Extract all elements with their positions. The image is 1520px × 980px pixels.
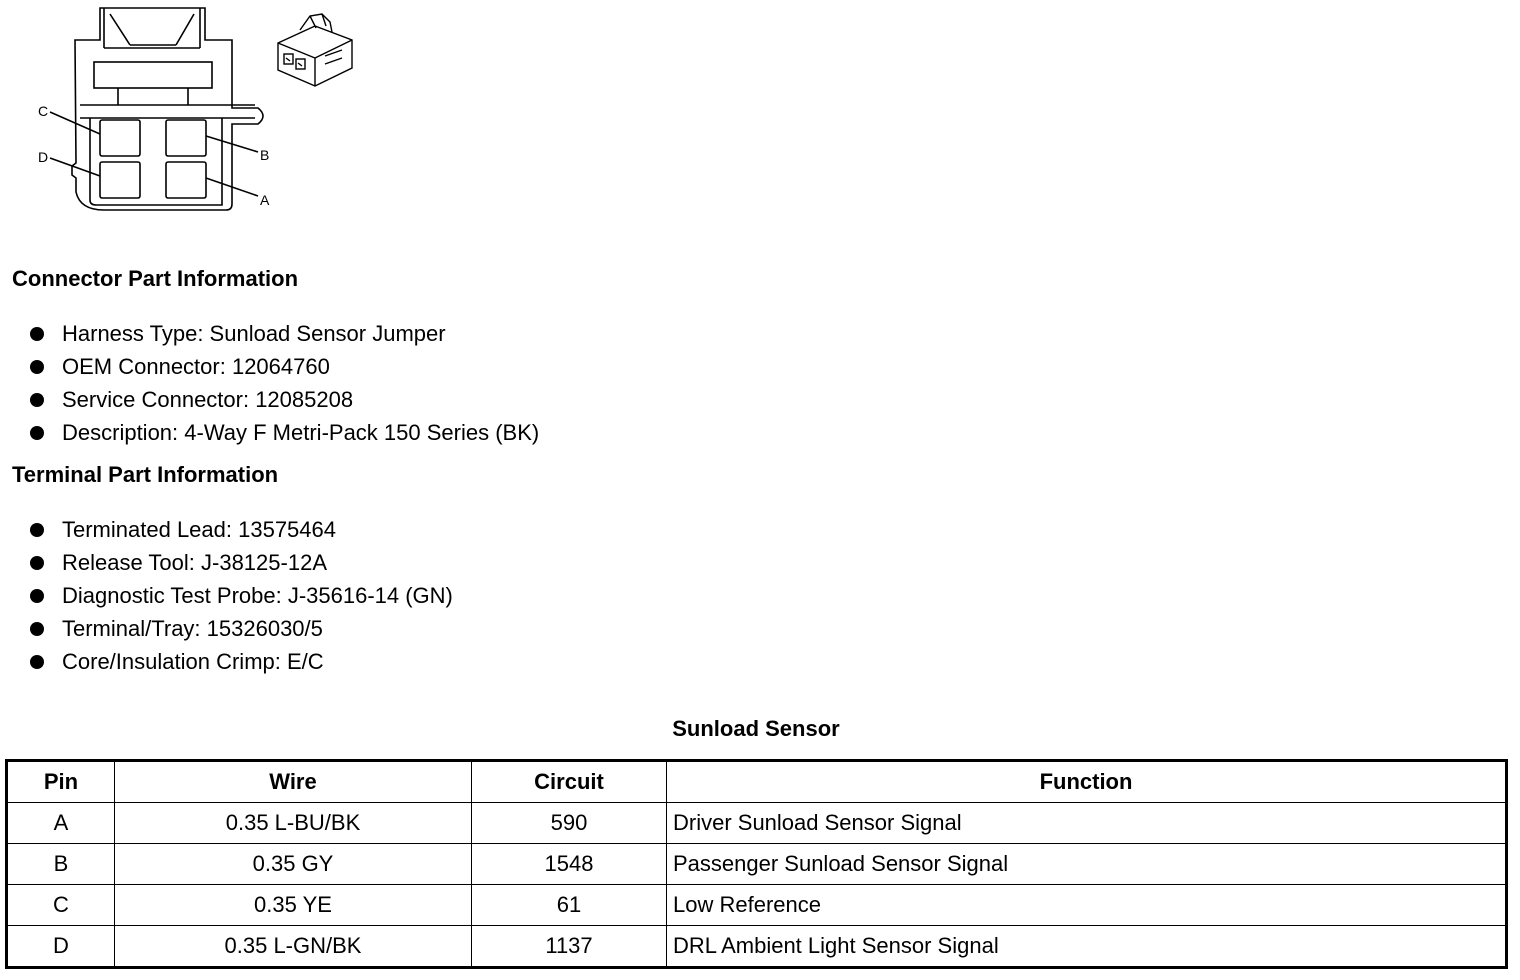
table-row [7, 926, 1507, 968]
bullet-icon [30, 393, 44, 407]
cell-circuit: 61 [472, 885, 667, 926]
connector-part-info-title: Connector Part Information [12, 266, 299, 291]
cavity-b [166, 120, 206, 156]
pin-label-b: B [260, 147, 270, 163]
cell-pin: D [7, 926, 115, 968]
list-item: Core/Insulation Crimp: E/C [28, 645, 453, 678]
cavity-c [100, 120, 140, 156]
terminal-part-info-title: Terminal Part Information [12, 462, 279, 487]
cell-circuit: 590 [472, 803, 667, 844]
connector-isometric-icon [270, 8, 365, 90]
list-item: Release Tool: J-38125-12A [28, 546, 453, 579]
cell-wire: 0.35 L-GN/BK [115, 926, 472, 968]
cavity-d [100, 162, 140, 198]
cell-wire: 0.35 YE [115, 885, 472, 926]
cell-function: Driver Sunload Sensor Signal [667, 803, 1507, 844]
cavity-a [166, 162, 206, 198]
pinout-table [5, 759, 1508, 969]
cell-wire: 0.35 L-BU/BK [115, 803, 472, 844]
table-row [7, 844, 1507, 885]
bullet-icon [30, 655, 44, 669]
cell-circuit: 1548 [472, 844, 667, 885]
connector-face-diagram [30, 4, 280, 219]
list-item: Service Connector: 12085208 [28, 383, 539, 416]
bullet-icon [30, 622, 44, 636]
bullet-icon [30, 327, 44, 341]
header-circuit: Circuit [472, 761, 667, 803]
header-pin: Pin [7, 761, 115, 803]
table-row [7, 885, 1507, 926]
list-item: Terminated Lead: 13575464 [28, 513, 453, 546]
table-row [7, 803, 1507, 844]
connector-part-info-list [28, 317, 539, 449]
cell-wire: 0.35 GY [115, 844, 472, 885]
list-item: Diagnostic Test Probe: J-35616-14 (GN) [28, 579, 453, 612]
list-item: OEM Connector: 12064760 [28, 350, 539, 383]
list-item: Harness Type: Sunload Sensor Jumper [28, 317, 539, 350]
cell-function: DRL Ambient Light Sensor Signal [667, 926, 1507, 968]
pin-label-a: A [260, 192, 270, 208]
table-header-row [7, 761, 1507, 803]
header-wire: Wire [115, 761, 472, 803]
pin-label-c: C [38, 103, 49, 119]
header-function: Function [667, 761, 1507, 803]
bullet-icon [30, 523, 44, 537]
cell-pin: A [7, 803, 115, 844]
bullet-icon [30, 556, 44, 570]
cell-function: Low Reference [667, 885, 1507, 926]
bullet-icon [30, 360, 44, 374]
pin-label-d: D [38, 149, 49, 165]
terminal-part-info-list [28, 513, 453, 678]
bullet-icon [30, 426, 44, 440]
list-item: Description: 4-Way F Metri-Pack 150 Series (BK) [28, 416, 539, 449]
cell-function: Passenger Sunload Sensor Signal [667, 844, 1507, 885]
cell-pin: C [7, 885, 115, 926]
bullet-icon [30, 589, 44, 603]
table-title: Sunload Sensor [672, 716, 840, 741]
cell-circuit: 1137 [472, 926, 667, 968]
list-item: Terminal/Tray: 15326030/5 [28, 612, 453, 645]
cell-pin: B [7, 844, 115, 885]
